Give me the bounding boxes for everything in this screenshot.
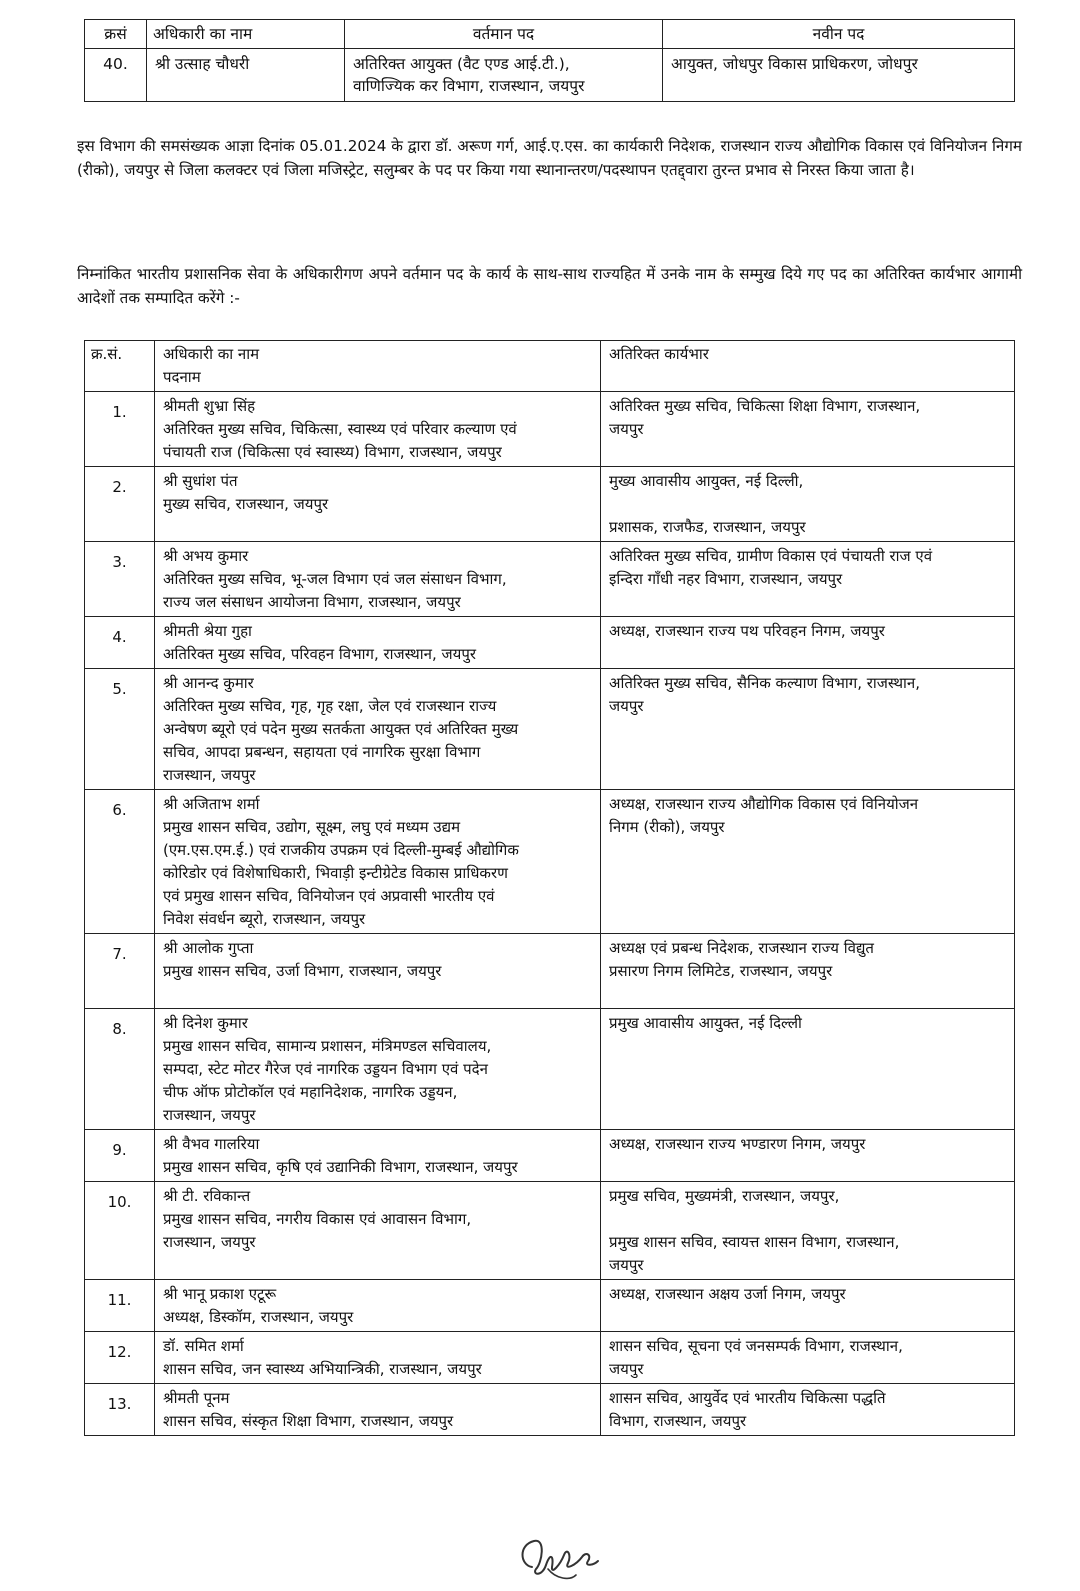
header-name-designation [155,341,601,392]
designation-line: एवं प्रमुख शासन सचिव, विनियोजन एवं अप्रवासी भारतीय एवं [163,887,495,905]
serial-number: 6. [85,790,155,934]
table-row [85,790,1015,934]
header-designation: पदनाम [163,368,201,386]
serial-number: 2. [85,467,155,542]
officer-cell [155,1332,601,1384]
current-post [345,49,663,102]
designation-line: राजस्थान, जयपुर [163,766,256,784]
charge-line: अध्यक्ष, राजस्थान राज्य औद्योगिक विकास एवं विनियोजन [609,795,919,813]
charge-line: अतिरिक्त मुख्य सचिव, चिकित्सा शिक्षा विभाग, राजस्थान, [609,397,921,415]
charge-line: प्रसारण निगम लिमिटेड, राजस्थान, जयपुर [609,962,833,980]
officer-name: श्री आलोक गुप्ता [163,939,254,957]
charge-line: प्रमुख सचिव, मुख्यमंत्री, राजस्थान, जयपुर, [609,1187,840,1205]
serial-number: 8. [85,1009,155,1130]
charge-line: प्रमुख आवासीय आयुक्त, नई दिल्ली [609,1014,802,1032]
designation-line: चीफ ऑफ प्रोटोकॉल एवं महानिदेशक, नागरिक उड्डयन, [163,1083,458,1101]
designation-line: (एम.एस.एम.ई.) एवं राजकीय उपक्रम एवं दिल्ली-मुम्बई औद्योगिक [163,841,519,859]
table-row [85,617,1015,669]
serial-number: 11. [85,1280,155,1332]
charge-line: प्रमुख शासन सचिव, स्वायत्त शासन विभाग, राजस्थान, [609,1233,900,1251]
table-row [85,49,1015,102]
additional-charge [601,1009,1015,1130]
charge-line: शासन सचिव, आयुर्वेद एवं भारतीय चिकित्सा पद्धति [609,1389,886,1407]
charge-line: अध्यक्ष, राजस्थान अक्षय उर्जा निगम, जयपुर [609,1285,846,1303]
serial-number: 10. [85,1182,155,1280]
charge-line: जयपुर [609,420,644,438]
officer-name: डॉ. समित शर्मा [163,1337,244,1355]
additional-charge-table [84,340,1015,1436]
officer-cell [155,617,601,669]
charge-line: जयपुर [609,697,644,715]
additional-charge-paragraph: निम्नांकित भारतीय प्रशासनिक सेवा के अधिकारीगण अपने वर्तमान पद के कार्य के साथ-साथ राज्यहित में उनके नाम के सम्मुख दिये गए पद का अतिरिक्त कार्यभार आगामी आदेशों तक सम्पादित करेंगे :- [77,265,1022,307]
officer-name: श्रीमती शुभ्रा सिंह [163,397,256,415]
officer-cell [155,392,601,467]
officer-name: श्री सुधांश पंत [163,472,238,490]
officer-cell [155,467,601,542]
table-row [85,669,1015,790]
serial-number: 9. [85,1130,155,1182]
designation-line: अतिरिक्त मुख्य सचिव, चिकित्सा, स्वास्थ्य एवं परिवार कल्याण एवं [163,420,517,438]
designation-line: अध्यक्ष, डिस्कॉम, राजस्थान, जयपुर [163,1308,354,1326]
additional-charge [601,467,1015,542]
additional-charge [601,1332,1015,1384]
designation-line: राजस्थान, जयपुर [163,1233,256,1251]
charge-line: विभाग, राजस्थान, जयपुर [609,1412,747,1430]
current-post-line: अतिरिक्त आयुक्त (वैट एण्ड आई.टी.), [353,55,570,73]
charge-line: प्रशासक, राजफैड, राजस्थान, जयपुर [609,518,806,536]
designation-line [163,983,594,1006]
table-row [85,1384,1015,1436]
officer-name: श्री आनन्द कुमार [163,674,254,692]
officer-name: श्री दिनेश कुमार [163,1014,248,1032]
designation-line: शासन सचिव, जन स्वास्थ्य अभियान्त्रिकी, राजस्थान, जयपुर [163,1360,482,1378]
serial-number: 1. [85,392,155,467]
designation-line: अन्वेषण ब्यूरो एवं पदेन मुख्य सतर्कता आयुक्त एवं अतिरिक्त मुख्य [163,720,519,738]
additional-charge [601,392,1015,467]
additional-charge [601,1280,1015,1332]
cancellation-paragraph: इस विभाग की समसंख्यक आज्ञा दिनांक 05.01.2024 के द्वारा डॉ. अरूण गर्ग, आई.ए.एस. का कार्यकारी निदेशक, राजस्थान राज्य औद्योगिक विकास एवं विनियोजन निगम (रीको), जयपुर से जिला कलक्टर एवं जिला मजिस्ट्रेट, सलुम्बर के पद पर किया गया स्थानान्तरण/पदस्थापन एतद्द्वारा तुरन्त प्रभाव से निरस्त किया जाता है। [77,137,1022,179]
additional-charge [601,617,1015,669]
header-new-post: नवीन पद [663,20,1015,49]
charge-line: अतिरिक्त मुख्य सचिव, सैनिक कल्याण विभाग, राजस्थान, [609,674,921,692]
officer-cell [155,1280,601,1332]
header-current-post: वर्तमान पद [345,20,663,49]
designation-line: राज्य जल संसाधन आयोजना विभाग, राजस्थान, जयपुर [163,593,461,611]
designation-line: प्रमुख शासन सचिव, उद्योग, सूक्ष्म, लघु एवं मध्यम उद्यम [163,818,461,836]
header-officer-name: अधिकारी का नाम [163,345,260,363]
designation-line: पंचायती राज (चिकित्सा एवं स्वास्थ्य) विभाग, राजस्थान, जयपुर [163,443,502,461]
additional-charge [601,790,1015,934]
charge-line [609,1208,1008,1231]
officer-name: श्रीमती पूनम [163,1389,230,1407]
officer-cell [155,1009,601,1130]
table-row [85,1280,1015,1332]
officer-name: श्रीमती श्रेया गुहा [163,622,252,640]
table-row [85,934,1015,1009]
officer-cell [155,1130,601,1182]
table-row [85,542,1015,617]
table-row [85,1182,1015,1280]
officer-cell [155,934,601,1009]
serial-number: 12. [85,1332,155,1384]
serial-number: 13. [85,1384,155,1436]
transfer-table-header [85,20,1015,49]
additional-charge [601,669,1015,790]
charge-line: मुख्य आवासीय आयुक्त, नई दिल्ली, [609,472,804,490]
designation-line: प्रमुख शासन सचिव, सामान्य प्रशासन, मंत्रिमण्डल सचिवालय, [163,1037,492,1055]
additional-charge [601,1384,1015,1436]
signature-icon [512,1525,602,1585]
officer-name: श्री वैभव गालरिया [163,1135,260,1153]
designation-line: निवेश संवर्धन ब्यूरो, राजस्थान, जयपुर [163,910,366,928]
officer-name: श्री अजिताभ शर्मा [163,795,260,813]
table-row [85,1332,1015,1384]
designation-line: शासन सचिव, संस्कृत शिक्षा विभाग, राजस्थान, जयपुर [163,1412,454,1430]
charge-line: अध्यक्ष, राजस्थान राज्य भण्डारण निगम, जयपुर [609,1135,866,1153]
table-row [85,467,1015,542]
charge-table-header [85,341,1015,392]
serial-number: 3. [85,542,155,617]
table-row [85,1009,1015,1130]
charge-line: निगम (रीको), जयपुर [609,818,725,836]
header-officer-name: अधिकारी का नाम [147,20,345,49]
charge-line: जयपुर [609,1256,644,1274]
charge-line: शासन सचिव, सूचना एवं जनसम्पर्क विभाग, राजस्थान, [609,1337,903,1355]
officer-cell [155,1384,601,1436]
officer-cell [155,542,601,617]
new-post: आयुक्त, जोधपुर विकास प्राधिकरण, जोधपुर [663,49,1015,102]
charge-line: अध्यक्ष एवं प्रबन्ध निदेशक, राजस्थान राज्य विद्युत [609,939,874,957]
designation-line: प्रमुख शासन सचिव, उर्जा विभाग, राजस्थान, जयपुर [163,962,442,980]
officer-cell [155,790,601,934]
serial-number: 7. [85,934,155,1009]
designation-line: प्रमुख शासन सचिव, कृषि एवं उद्यानिकी विभाग, राजस्थान, जयपुर [163,1158,518,1176]
designation-line: सचिव, आपदा प्रबन्धन, सहायता एवं नागरिक सुरक्षा विभाग [163,743,481,761]
designation-line: मुख्य सचिव, राजस्थान, जयपुर [163,495,329,513]
table-row [85,1130,1015,1182]
charge-line: जयपुर [609,1360,644,1378]
additional-charge [601,1130,1015,1182]
designation-line: कोरिडोर एवं विशेषाधिकारी, भिवाड़ी इन्टीग्रेटेड विकास प्राधिकरण [163,864,508,882]
designation-line: सम्पदा, स्टेट मोटर गैरेज एवं नागरिक उड्डयन विभाग एवं पदेन [163,1060,488,1078]
designation-line: अतिरिक्त मुख्य सचिव, गृह, गृह रक्षा, जेल एवं राजस्थान राज्य [163,697,497,715]
officer-name: श्री टी. रविकान्त [163,1187,251,1205]
additional-charge [601,1182,1015,1280]
transfer-table [84,19,1015,102]
header-sn: क्रसं [85,20,147,49]
charge-line: अध्यक्ष, राजस्थान राज्य पथ परिवहन निगम, जयपुर [609,622,885,640]
charge-line: अतिरिक्त मुख्य सचिव, ग्रामीण विकास एवं पंचायती राज एवं [609,547,933,565]
header-additional-charge: अतिरिक्त कार्यभार [601,341,1015,392]
header-sn: क्र.सं. [85,341,155,392]
officer-name: श्री उत्साह चौधरी [147,49,345,102]
serial-number: 40. [85,49,147,102]
additional-charge [601,542,1015,617]
charge-line [609,493,1008,516]
designation-line: अतिरिक्त मुख्य सचिव, परिवहन विभाग, राजस्थान, जयपुर [163,645,476,663]
serial-number: 5. [85,669,155,790]
officer-cell [155,1182,601,1280]
officer-name: श्री भानू प्रकाश एटूरू [163,1285,277,1303]
current-post-line: वाणिज्यिक कर विभाग, राजस्थान, जयपुर [353,77,585,95]
additional-charge [601,934,1015,1009]
charge-line: इन्दिरा गाँधी नहर विभाग, राजस्थान, जयपुर [609,570,843,588]
designation-line: राजस्थान, जयपुर [163,1106,256,1124]
serial-number: 4. [85,617,155,669]
designation-line: अतिरिक्त मुख्य सचिव, भू-जल विभाग एवं जल संसाधन विभाग, [163,570,507,588]
table-row [85,392,1015,467]
officer-name: श्री अभय कुमार [163,547,249,565]
officer-cell [155,669,601,790]
designation-line: प्रमुख शासन सचिव, नगरीय विकास एवं आवासन विभाग, [163,1210,472,1228]
